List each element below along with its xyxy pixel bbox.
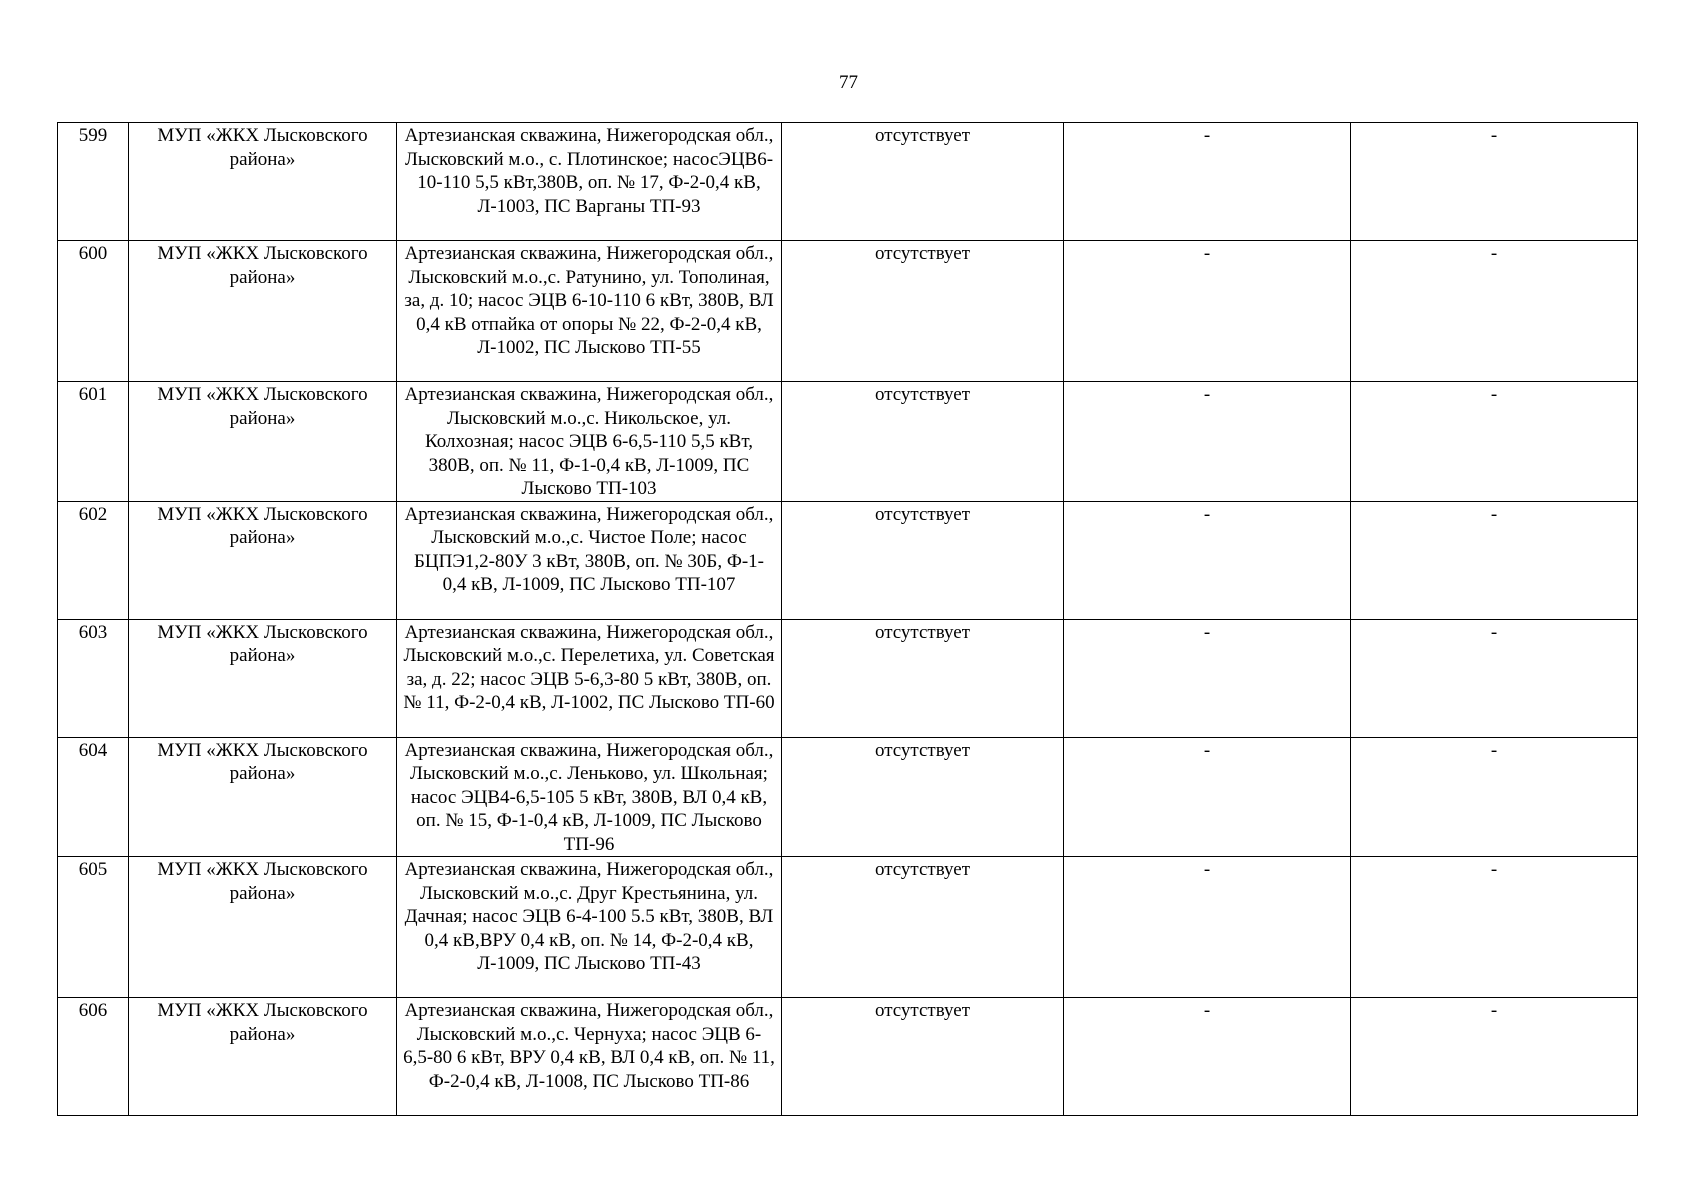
empty-value-cell: - (1064, 619, 1351, 737)
row-number-cell: 604 (58, 737, 129, 857)
empty-value-cell: - (1351, 857, 1638, 998)
empty-value-cell: - (1064, 382, 1351, 502)
organization-cell: МУП «ЖКХ Лысковского района» (129, 382, 397, 502)
object-description-cell: Артезианская скважина, Нижегородская обл., Лысковский м.о.,с. Перелетиха, ул. Советская за, д. 22; насос ЭЦВ 5-6,3-80 5 кВт, 380В, оп. № 11, Ф-2-0,4 кВ, Л-1002, ПС Лысково ТП-60 (397, 619, 782, 737)
organization-cell: МУП «ЖКХ Лысковского района» (129, 619, 397, 737)
empty-value-cell: - (1064, 123, 1351, 241)
row-number-cell: 600 (58, 241, 129, 382)
row-number-cell: 601 (58, 382, 129, 502)
empty-value-cell: - (1064, 737, 1351, 857)
empty-value-cell: - (1064, 998, 1351, 1116)
status-cell: отсутствует (782, 241, 1064, 382)
registry-table (57, 122, 1638, 1116)
table-row (58, 501, 1638, 619)
empty-value-cell: - (1351, 737, 1638, 857)
object-description-cell: Артезианская скважина, Нижегородская обл., Лысковский м.о.,с. Никольское, ул. Колхозная; насос ЭЦВ 6-6,5-110 5,5 кВт, 380В, оп. № 11, Ф-1-0,4 кВ, Л-1009, ПС Лысково ТП-103 (397, 382, 782, 502)
status-cell: отсутствует (782, 123, 1064, 241)
empty-value-cell: - (1351, 382, 1638, 502)
empty-value-cell: - (1064, 857, 1351, 998)
table-row (58, 123, 1638, 241)
object-description-cell: Артезианская скважина, Нижегородская обл., Лысковский м.о.,с. Леньково, ул. Школьная; насос ЭЦВ4-6,5-105 5 кВт, 380В, ВЛ 0,4 кВ, оп. № 15, Ф-1-0,4 кВ, Л-1009, ПС Лысково ТП-96 (397, 737, 782, 857)
organization-cell: МУП «ЖКХ Лысковского района» (129, 737, 397, 857)
status-cell: отсутствует (782, 857, 1064, 998)
empty-value-cell: - (1351, 619, 1638, 737)
object-description-cell: Артезианская скважина, Нижегородская обл., Лысковский м.о.,с. Ратунино, ул. Тополиная, за, д. 10; насос ЭЦВ 6-10-110 6 кВт, 380В, ВЛ 0,4 кВ отпайка от опоры № 22, Ф-2-0,4 кВ, Л-1002, ПС Лысково ТП-55 (397, 241, 782, 382)
status-cell: отсутствует (782, 501, 1064, 619)
row-number-cell: 603 (58, 619, 129, 737)
table-row (58, 241, 1638, 382)
row-number-cell: 605 (58, 857, 129, 998)
table-row (58, 998, 1638, 1116)
empty-value-cell: - (1064, 241, 1351, 382)
organization-cell: МУП «ЖКХ Лысковского района» (129, 123, 397, 241)
status-cell: отсутствует (782, 737, 1064, 857)
table-row (58, 857, 1638, 998)
status-cell: отсутствует (782, 619, 1064, 737)
organization-cell: МУП «ЖКХ Лысковского района» (129, 998, 397, 1116)
row-number-cell: 602 (58, 501, 129, 619)
organization-cell: МУП «ЖКХ Лысковского района» (129, 501, 397, 619)
row-number-cell: 606 (58, 998, 129, 1116)
empty-value-cell: - (1064, 501, 1351, 619)
page-number: 77 (839, 72, 858, 93)
status-cell: отсутствует (782, 998, 1064, 1116)
object-description-cell: Артезианская скважина, Нижегородская обл., Лысковский м.о.,с. Друг Крестьянина, ул. Дачная; насос ЭЦВ 6-4-100 5.5 кВт, 380В, ВЛ 0,4 кВ,ВРУ 0,4 кВ, оп. № 14, Ф-2-0,4 кВ, Л-1009, ПС Лысково ТП-43 (397, 857, 782, 998)
row-number-cell: 599 (58, 123, 129, 241)
empty-value-cell: - (1351, 501, 1638, 619)
object-description-cell: Артезианская скважина, Нижегородская обл., Лысковский м.о., с. Плотинское; насосЭЦВ6-10-110 5,5 кВт,380В, оп. № 17, Ф-2-0,4 кВ, Л-1003, ПС Варганы ТП-93 (397, 123, 782, 241)
status-cell: отсутствует (782, 382, 1064, 502)
organization-cell: МУП «ЖКХ Лысковского района» (129, 241, 397, 382)
empty-value-cell: - (1351, 123, 1638, 241)
table-row (58, 619, 1638, 737)
empty-value-cell: - (1351, 998, 1638, 1116)
table-row (58, 737, 1638, 857)
table-row (58, 382, 1638, 502)
object-description-cell: Артезианская скважина, Нижегородская обл., Лысковский м.о.,с. Чистое Поле; насос БЦПЭ1,2-80У 3 кВт, 380В, оп. № 30Б, Ф-1-0,4 кВ, Л-1009, ПС Лысково ТП-107 (397, 501, 782, 619)
object-description-cell: Артезианская скважина, Нижегородская обл., Лысковский м.о.,с. Чернуха; насос ЭЦВ 6-6,5-80 6 кВт, ВРУ 0,4 кВ, ВЛ 0,4 кВ, оп. № 11, Ф-2-0,4 кВ, Л-1008, ПС Лысково ТП-86 (397, 998, 782, 1116)
empty-value-cell: - (1351, 241, 1638, 382)
organization-cell: МУП «ЖКХ Лысковского района» (129, 857, 397, 998)
